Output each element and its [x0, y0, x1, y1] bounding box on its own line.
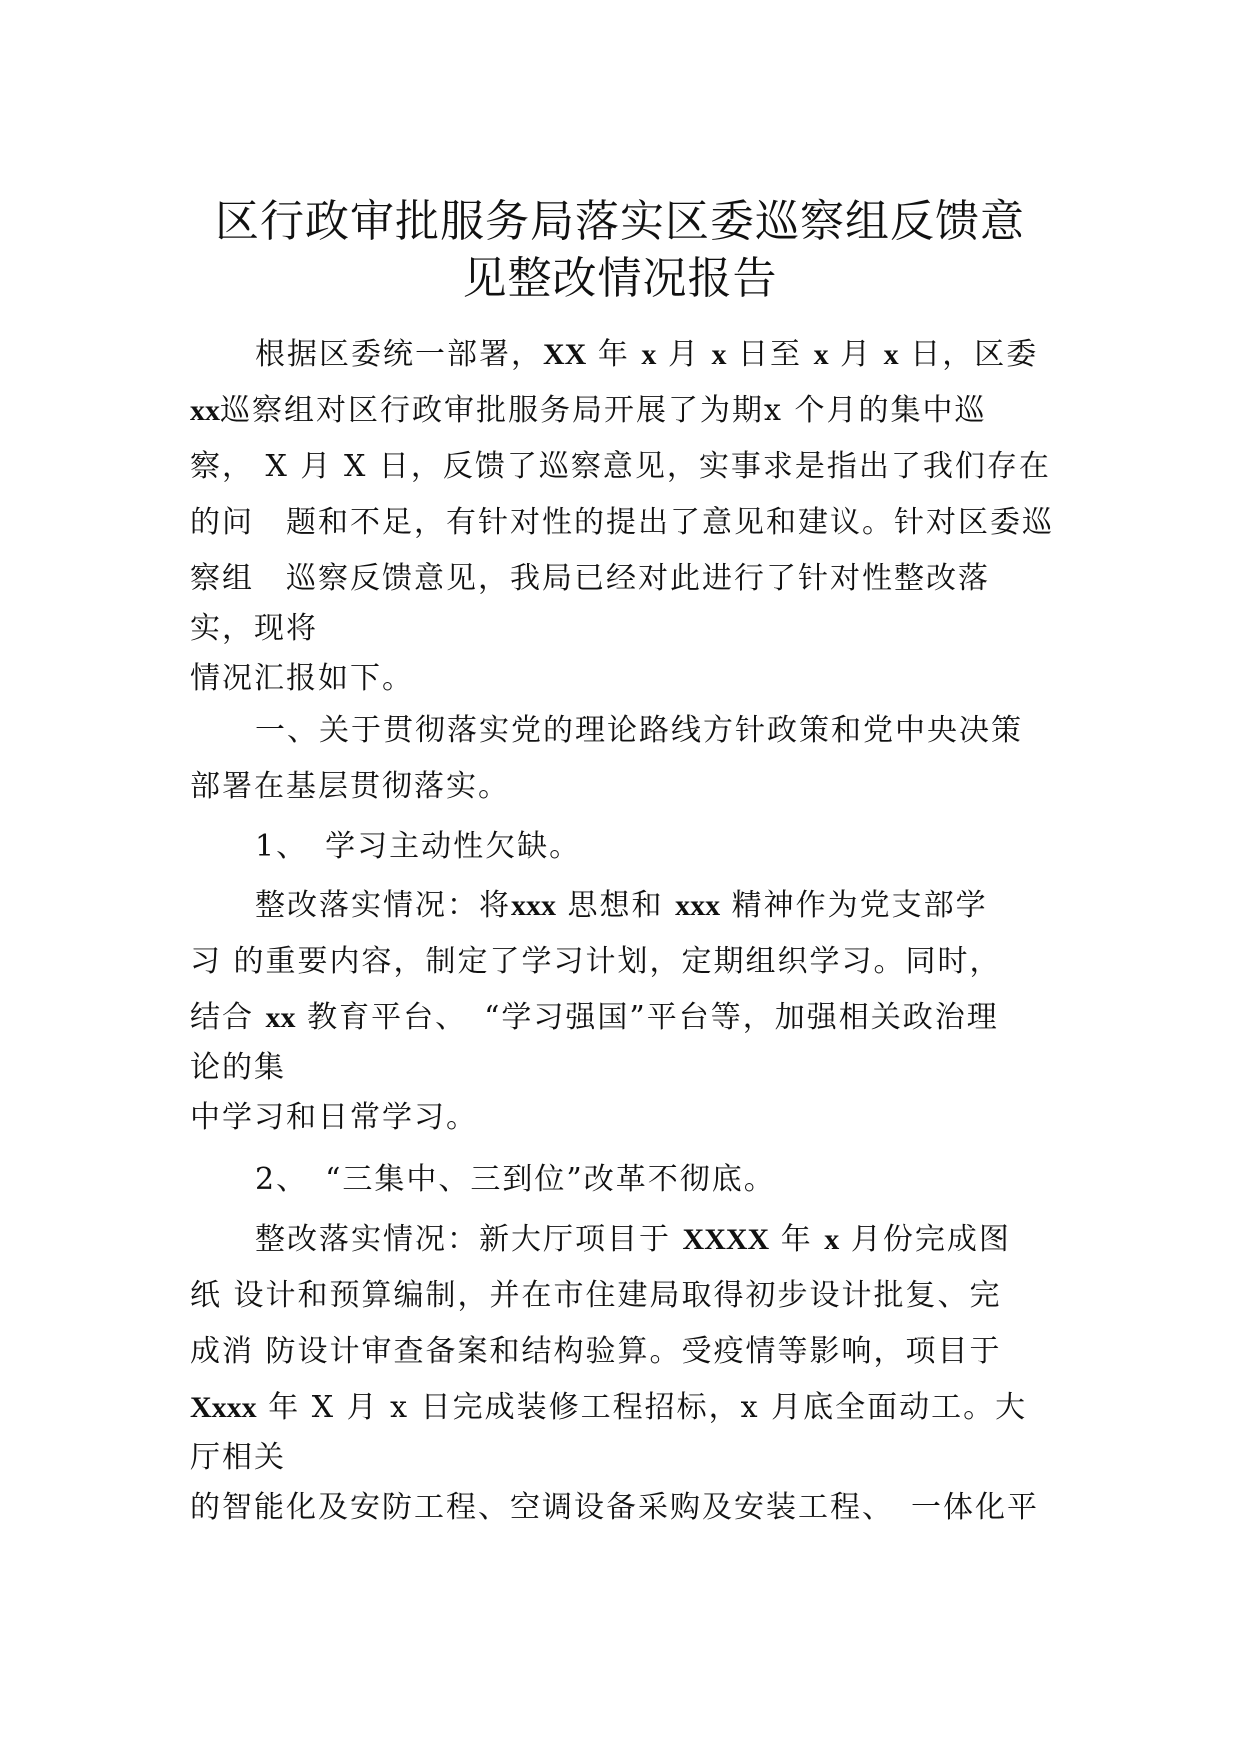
placeholder-text: xxx [511, 889, 556, 922]
text-run: 年 [769, 1222, 825, 1257]
placeholder-month: x [824, 1223, 840, 1256]
text-run: 月份完成图 [839, 1222, 1011, 1257]
placeholder-year: XXXX [682, 1223, 770, 1256]
text-run: 巡察组对区行政审批服务局开展了为期x 个月的集中巡 [220, 393, 987, 428]
text-run: 教育平台、 “学习强国”平台等，加强相关政治理 [295, 1000, 999, 1035]
item-heading: 2、 “三集中、三到位”改革不彻底。 [255, 1162, 776, 1197]
paragraph-line [255, 333, 1038, 377]
paragraph-line: 习 的重要内容，制定了学习计划，定期组织学习。同时， [190, 944, 1002, 979]
text-run: 结合 [190, 1000, 266, 1035]
text-run: 月 [656, 337, 712, 372]
paragraph-line: 纸 设计和预算编制，并在市住建局取得初步设计批复、完 [190, 1278, 1002, 1313]
placeholder-day: x [711, 338, 727, 371]
paragraph-line: 情况汇报如下。 [190, 661, 414, 696]
paragraph-line [190, 1386, 1027, 1430]
paragraph-line [255, 1218, 1011, 1262]
paragraph-line: 察， X 月 X 日，反馈了巡察意见，实事求是指出了我们存在 [190, 449, 1051, 484]
placeholder-text: xxx [675, 889, 721, 922]
paragraph-line: 中学习和日常学习。 [190, 1100, 478, 1135]
paragraph-line: 论的集 [190, 1050, 286, 1085]
paragraph-line: 的智能化及安防工程、空调设备采购及安装工程、 一体化平 [190, 1490, 1039, 1525]
document-title-line-1: 区行政审批服务局落实区委巡察组反馈意 [215, 196, 1025, 247]
text-run: 年 [586, 337, 642, 372]
placeholder-year: Xxxx [190, 1391, 257, 1424]
paragraph-line [190, 996, 999, 1040]
paragraph-line: 厅相关 [190, 1440, 286, 1475]
text-run: 精神作为党支部学 [720, 888, 988, 923]
text-run: 年 X 月 x 日完成装修工程招标，x 月底全面动工。大 [256, 1390, 1028, 1425]
text-run: 思想和 [556, 888, 676, 923]
item-heading: 1、 学习主动性欠缺。 [255, 829, 582, 864]
paragraph-line: 成消 防设计审查备案和结构验算。受疫情等影响，项目于 [190, 1334, 1002, 1369]
paragraph-line: 察组 巡察反馈意见，我局已经对此进行了针对性整改落 [190, 561, 990, 596]
placeholder-month: x [641, 338, 657, 371]
placeholder-number: xx [190, 394, 220, 427]
text-run: 日至 [726, 337, 814, 372]
document-title-line-2: 见整改情况报告 [462, 253, 778, 304]
paragraph-line: 部署在基层贯彻落实。 [190, 769, 510, 804]
text-run: 整改落实情况：新大厅项目于 [255, 1222, 683, 1257]
placeholder-month: x [813, 338, 829, 371]
text-run: 月 [828, 337, 884, 372]
paragraph-line: 实，现将 [190, 611, 318, 646]
text-run: 根据区委统一部署， [255, 337, 543, 372]
paragraph-line [255, 884, 988, 928]
section-heading: 一、关于贯彻落实党的理论路线方针政策和党中央决策 [255, 713, 1023, 748]
placeholder-day: x [883, 338, 899, 371]
paragraph-line: 的问 题和不足，有针对性的提出了意见和建议。针对区委巡 [190, 505, 1054, 540]
paragraph-line [190, 389, 986, 433]
text-run: 整改落实情况：将 [255, 888, 511, 923]
text-run: 日，区委 [898, 337, 1039, 372]
placeholder-text: xx [265, 1001, 296, 1034]
placeholder-year: XX [543, 338, 587, 371]
